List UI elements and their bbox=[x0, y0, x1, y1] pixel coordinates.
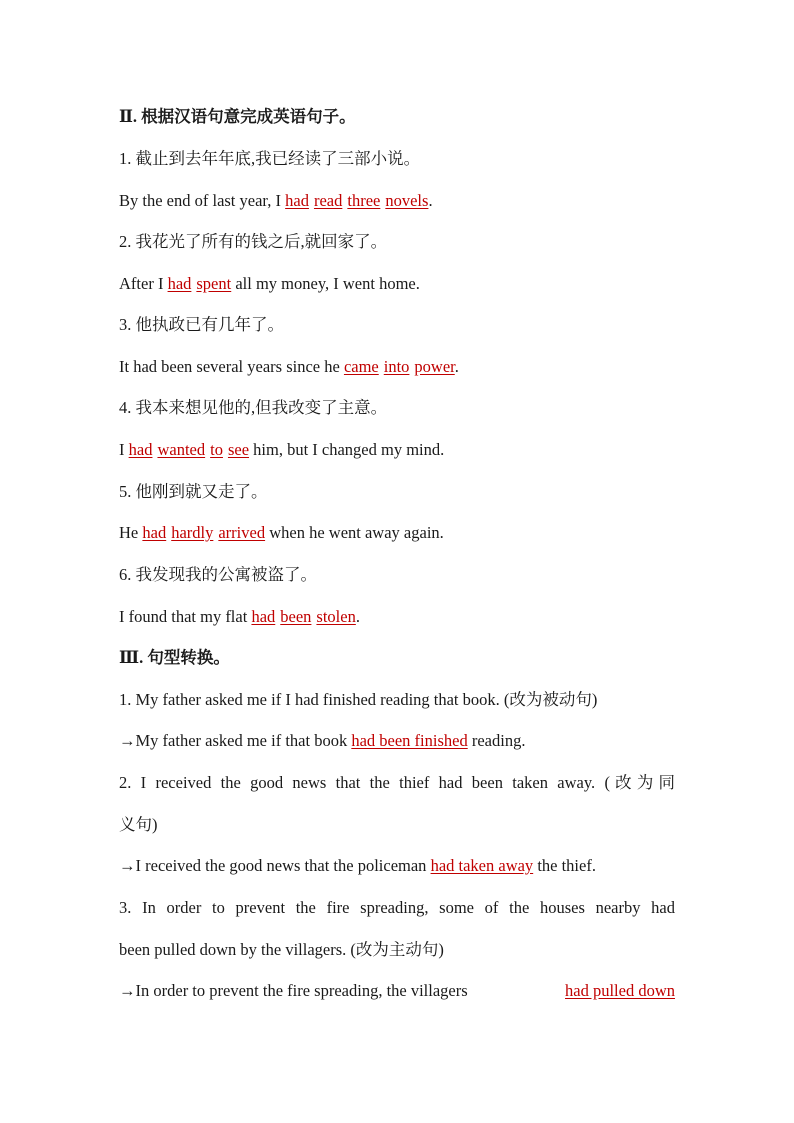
item1-answer-1: had bbox=[285, 191, 309, 210]
transform1-answer: had been finished bbox=[351, 731, 468, 750]
item6-chinese: 6. 我发现我的公寓被盗了。 bbox=[119, 565, 317, 584]
item5-answer-1: had bbox=[142, 523, 167, 542]
item3-english bbox=[119, 356, 675, 378]
transform2-answer-line bbox=[119, 855, 675, 877]
transform1-question: 1. My father asked me if I had finished reading that book. (改为被动句) bbox=[119, 690, 598, 709]
item6-answer-3: stolen bbox=[316, 607, 356, 626]
transform2-answer: had taken away bbox=[430, 856, 534, 875]
transform2-post: the thief. bbox=[533, 856, 596, 875]
item6-answer-2: been bbox=[280, 607, 312, 626]
item1-answer-4: novels bbox=[385, 191, 429, 210]
item5-chinese: 5. 他刚到就又走了。 bbox=[119, 482, 268, 501]
section2-heading: Ⅱ. 根据汉语句意完成英语句子。 bbox=[119, 107, 356, 126]
transform1-pre: →My father asked me if that book bbox=[119, 731, 352, 750]
transform2-pre: →I received the good news that the policeman bbox=[119, 856, 431, 875]
transform3-answer: had pulled down bbox=[565, 981, 675, 1000]
item2-chinese: 2. 我花光了所有的钱之后,就回家了。 bbox=[119, 232, 388, 251]
item1-answer-3: three bbox=[347, 191, 381, 210]
item5-answer-2: hardly bbox=[171, 523, 214, 542]
item2-text-post: all my money, I went home. bbox=[231, 274, 420, 293]
transform3-question-line2: been pulled down by the villagers. (改为主动句) bbox=[119, 940, 444, 959]
transform1-answer-line bbox=[119, 730, 675, 752]
item5-text-pre: He bbox=[119, 523, 143, 542]
item2-answer-2: spent bbox=[196, 274, 232, 293]
item6-text-pre: I found that my flat bbox=[119, 607, 252, 626]
transform3-question-line1: 3. In order to prevent the fire spreading, some of the houses nearby had bbox=[119, 898, 675, 917]
transform2-question-line2: 义句) bbox=[119, 815, 158, 834]
transform3-answer-line bbox=[119, 980, 675, 1002]
item4-answer-3: to bbox=[210, 440, 223, 459]
item4-answer-2: wanted bbox=[157, 440, 206, 459]
item2-english bbox=[119, 273, 675, 295]
item1-english bbox=[119, 190, 675, 212]
item4-answer-4: see bbox=[227, 440, 250, 459]
item5-answer-3: arrived bbox=[218, 523, 266, 542]
item6-answer-1: had bbox=[251, 607, 276, 626]
item1-text-pre: By the end of last year, I bbox=[119, 191, 286, 210]
item1-answer-2: read bbox=[313, 191, 343, 210]
item5-english bbox=[119, 522, 675, 544]
item4-text-post: him, but I changed my mind. bbox=[249, 440, 445, 459]
item6-text-post: . bbox=[355, 607, 360, 626]
transform3-pre: →In order to prevent the fire spreading, the villagers bbox=[119, 981, 468, 1000]
item4-english bbox=[119, 439, 675, 461]
item3-answer-2: into bbox=[383, 357, 410, 376]
section3-heading: Ⅲ. 句型转换。 bbox=[119, 648, 230, 667]
transform1-post: reading. bbox=[467, 731, 526, 750]
item4-chinese: 4. 我本来想见他的,但我改变了主意。 bbox=[119, 398, 388, 417]
item1-text-post: . bbox=[428, 191, 433, 210]
item4-answer-1: had bbox=[128, 440, 153, 459]
item3-answer-1: came bbox=[343, 357, 379, 376]
item1-chinese: 1. 截止到去年年底,我已经读了三部小说。 bbox=[119, 149, 421, 168]
item2-answer-1: had bbox=[167, 274, 192, 293]
item6-english bbox=[119, 606, 675, 628]
item3-text-pre: It had been several years since he bbox=[119, 357, 344, 376]
item3-chinese: 3. 他执政已有几年了。 bbox=[119, 315, 284, 334]
item3-answer-3: power bbox=[414, 357, 455, 376]
item3-text-post: . bbox=[454, 357, 459, 376]
item5-text-post: when he went away again. bbox=[265, 523, 444, 542]
item2-text-pre: After I bbox=[119, 274, 168, 293]
transform2-question-line1: 2. I received the good news that the thief had been taken away. (改为同 bbox=[119, 773, 675, 792]
item4-text-pre: I bbox=[119, 440, 129, 459]
